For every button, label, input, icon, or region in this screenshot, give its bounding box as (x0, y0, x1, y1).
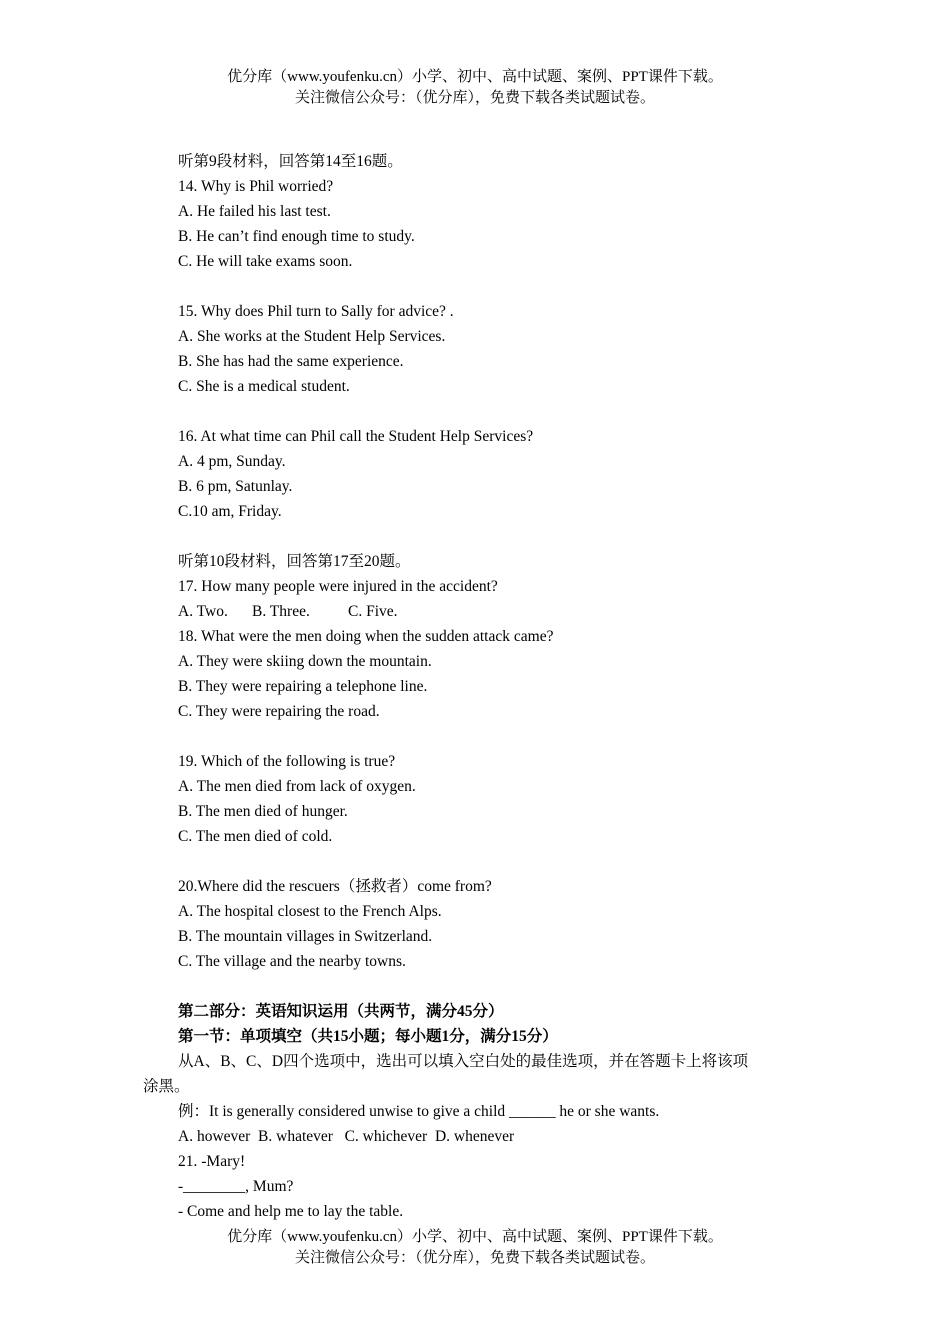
q20-option-b: B. The mountain villages in Switzerland. (178, 928, 433, 945)
section9-intro: 听第9段材料，回答第14至16题。 (178, 153, 403, 170)
section10-intro: 听第10段材料，回答第17至20题。 (178, 553, 411, 570)
q21-line2: -________, Mum? (178, 1178, 294, 1195)
q14-option-b: B. He can’t find enough time to study. (178, 228, 415, 245)
example-options: A. however B. whatever C. whichever D. whenever (178, 1128, 515, 1145)
part2-section1-title: 第一节：单项填空（共15小题；每小题1分，满分15分） (178, 1028, 558, 1045)
q16-stem: 16. At what time can Phil call the Student Help Services? (178, 428, 534, 445)
q17-option-a: A. Two. (178, 603, 228, 620)
q17-options (178, 599, 818, 624)
q16-option-a: A. 4 pm, Sunday. (178, 453, 286, 470)
part2-title: 第二部分：英语知识运用（共两节，满分45分） (178, 1003, 504, 1020)
q21-line3: - Come and help me to lay the table. (178, 1203, 404, 1220)
q18-option-b: B. They were repairing a telephone line. (178, 678, 428, 695)
q17-option-c: C. Five. (348, 603, 398, 620)
q14-option-a: A. He failed his last test. (178, 203, 331, 220)
q15-option-b: B. She has had the same experience. (178, 353, 404, 370)
q14-option-c: C. He will take exams soon. (178, 253, 353, 270)
footer-line-1: 优分库（www.youfenku.cn）小学、初中、高中试题、案例、PPT课件下载。 (227, 1229, 723, 1245)
footer-line-2: 关注微信公众号：（优分库），免费下载各类试题试卷。 (294, 1250, 655, 1266)
q18-option-c: C. They were repairing the road. (178, 703, 380, 720)
q17-option-b: B. Three. (252, 603, 310, 620)
part2-instruction-line1: 从A、B、C、D四个选项中，选出可以填入空白处的最佳选项，并在答题卡上将该项 (178, 1053, 749, 1070)
header-line-1: 优分库（www.youfenku.cn）小学、初中、高中试题、案例、PPT课件下载。 (227, 69, 723, 85)
q19-option-c: C. The men died of cold. (178, 828, 333, 845)
q19-option-a: A. The men died from lack of oxygen. (178, 778, 416, 795)
q15-option-a: A. She works at the Student Help Services. (178, 328, 446, 345)
q18-stem: 18. What were the men doing when the sudden attack came? (178, 628, 554, 645)
spacer (178, 849, 818, 874)
q15-stem: 15. Why does Phil turn to Sally for advice? . (178, 303, 454, 320)
page-footer (0, 1227, 950, 1269)
example-stem: 例：It is generally considered unwise to give a child ______ he or she wants. (178, 1103, 660, 1120)
q20-option-a: A. The hospital closest to the French Alps. (178, 903, 442, 920)
q15-option-c: C. She is a medical student. (178, 378, 350, 395)
document-body (143, 149, 818, 1224)
q19-option-b: B. The men died of hunger. (178, 803, 348, 820)
spacer (178, 724, 818, 749)
q16-option-b: B. 6 pm, Satunlay. (178, 478, 293, 495)
q20-option-c: C. The village and the nearby towns. (178, 953, 406, 970)
header-line-2: 关注微信公众号：（优分库），免费下载各类试题试卷。 (294, 90, 655, 106)
spacer (178, 399, 818, 424)
q17-stem: 17. How many people were injured in the accident? (178, 578, 498, 595)
page-header (0, 67, 950, 109)
spacer (178, 974, 818, 999)
q16-option-c: C.10 am, Friday. (178, 503, 282, 520)
q18-option-a: A. They were skiing down the mountain. (178, 653, 432, 670)
q20-stem: 20.Where did the rescuers（拯救者）come from? (178, 878, 492, 895)
part2-instruction-line2: 涂黑。 (143, 1078, 190, 1095)
q19-stem: 19. Which of the following is true? (178, 753, 396, 770)
q21-line1: 21. -Mary! (178, 1153, 246, 1170)
spacer (178, 274, 818, 299)
q14-stem: 14. Why is Phil worried? (178, 178, 334, 195)
spacer (178, 524, 818, 549)
